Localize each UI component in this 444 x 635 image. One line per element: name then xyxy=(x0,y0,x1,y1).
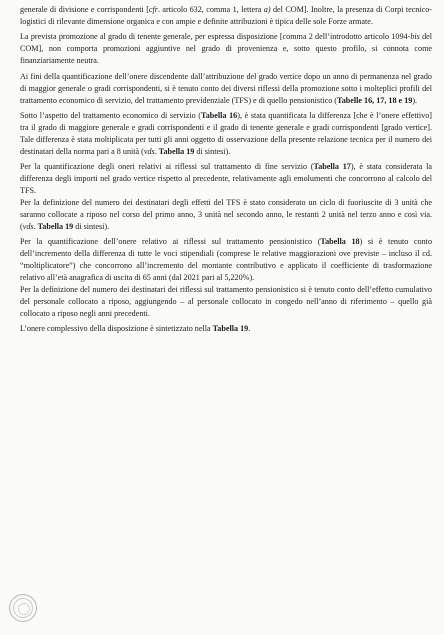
text-run: . articolo 632, comma 1, lettera xyxy=(157,5,264,14)
paragraph-3 xyxy=(20,71,432,107)
text-run: di sintesi). xyxy=(194,146,231,156)
italic-text: vds xyxy=(22,221,34,231)
paragraph-6 xyxy=(20,197,432,233)
text-run: Per la definizione del numero dei destinatari degli effetti del TFS è stato considerato un ciclo di fuoriuscite di 3 unità che saranno collocate a riposo nel corso del primo anno, 3 unità nel secondo anno, le restanti 2 unità nel terzo anno e così via. ( xyxy=(20,197,432,231)
paragraph-4 xyxy=(20,110,432,158)
text-run: ) si è tenuto conto dell’incremento della differenza di tutte le voci stipendiali (comprese le relative maggiorazioni ove previste – incluso il cd. “moltiplicatore”) che concorrono all’incremento del montante contributivo e applicato il coefficiente di trasformazione relativo all’età anagrafica di uscita di 65 anni (dal 2021 pari al 5,220%). xyxy=(20,237,433,282)
official-stamp xyxy=(9,594,37,622)
paragraph-1 xyxy=(20,4,432,28)
text-run: ), è stata quantificata la differenza [che è l’onere effettivo] tra il grado di maggiore generale e gradi corrispondenti e il grado di tenente generale e gradi corrispondenti [grado vertice]. Tale differenza è stata moltiplicata per tutti gli anni oggetto di osservazione della presente relazione tecnica per il numero dei destinatari della norma pari a 8 unità ( xyxy=(20,111,432,156)
bold-text: Tabella 18 xyxy=(320,237,360,247)
text-run: generale di divisione e corrispondenti [ xyxy=(20,5,149,14)
text-run: L’onere complessivo della disposizione è sintetizzato nella xyxy=(20,324,213,334)
text-run: Per la quantificazione dell’onere relativo ai riflessi sul trattamento pensionistico ( xyxy=(20,237,321,247)
text-run: . xyxy=(248,324,251,334)
italic-text: cfr xyxy=(148,5,158,14)
paragraph-8 xyxy=(20,284,432,320)
text-run: del COM]. Inoltre, la presenza di Corpi tecnico-logistici di rilevante dimensione organica e con ampie e definite attribuzioni è tipica delle sole Forze armate. xyxy=(20,5,432,26)
paragraph-2 xyxy=(20,31,432,67)
bold-text: Tabella 19 xyxy=(37,221,74,231)
text-run: La prevista promozione al grado di tenente generale, per espressa disposizione [comma 2 dell’introdotto articolo 1094- xyxy=(20,32,411,42)
italic-text: a) xyxy=(263,5,271,14)
italic-text: bis xyxy=(410,32,420,42)
bold-text: Tabella 19 xyxy=(158,146,195,156)
bold-text: Tabella 19 xyxy=(212,324,249,334)
paragraph-7 xyxy=(20,236,432,284)
text-run: . xyxy=(154,146,159,156)
bold-text: Tabella 17 xyxy=(313,162,351,172)
text-run: Per la definizione del numero dei destinatari dei riflessi sul trattamento pensionistico si è tenuto conto dell’effetto cumulativo del personale collocato a riposo, aggiungendo – al personale collocato in congedo nell’anno di riferimento – quello già collocato a riposo negli anni precedenti. xyxy=(20,284,432,318)
text-run: del COM], non comporta promozioni aggiuntive nel grado di provenienza e, sotto questo profilo, si connota come finanziariamente neutra. xyxy=(20,32,432,66)
text-run: ). xyxy=(412,95,418,105)
text-run: Sotto l’aspetto del trattamento economico di servizio ( xyxy=(20,111,202,121)
bold-text: Tabella 16 xyxy=(201,111,238,121)
text-run: ), è stata considerata la differenza degli importi nel grado vertice rispetto al precedente, relativamente agli emolumenti che concorrono al calcolo del TFS. xyxy=(20,162,432,196)
italic-text: vds xyxy=(143,146,155,156)
text-run: . xyxy=(33,221,38,231)
bold-text: Tabelle 16, 17, 18 e 19 xyxy=(337,95,413,105)
paragraph-9 xyxy=(20,323,432,335)
document-body xyxy=(20,4,432,339)
text-run: Per la quantificazione degli oneri relativi ai riflessi sul trattamento di fine servizio ( xyxy=(20,162,314,172)
paragraph-5 xyxy=(20,161,432,197)
text-run: Ai fini della quantificazione dell’onere discendente dall’attribuzione del grado vertice dopo un anno di permanenza nel grado di maggior generale o gradi corrispondenti, si è tenuto conto dei diversi riflessi della promozione sotto i molteplici profili del trattamento economico di servizio, del trattamento previdenziale (TFS) e di quello pensionistico ( xyxy=(20,71,432,105)
text-run: di sintesi). xyxy=(73,221,110,231)
